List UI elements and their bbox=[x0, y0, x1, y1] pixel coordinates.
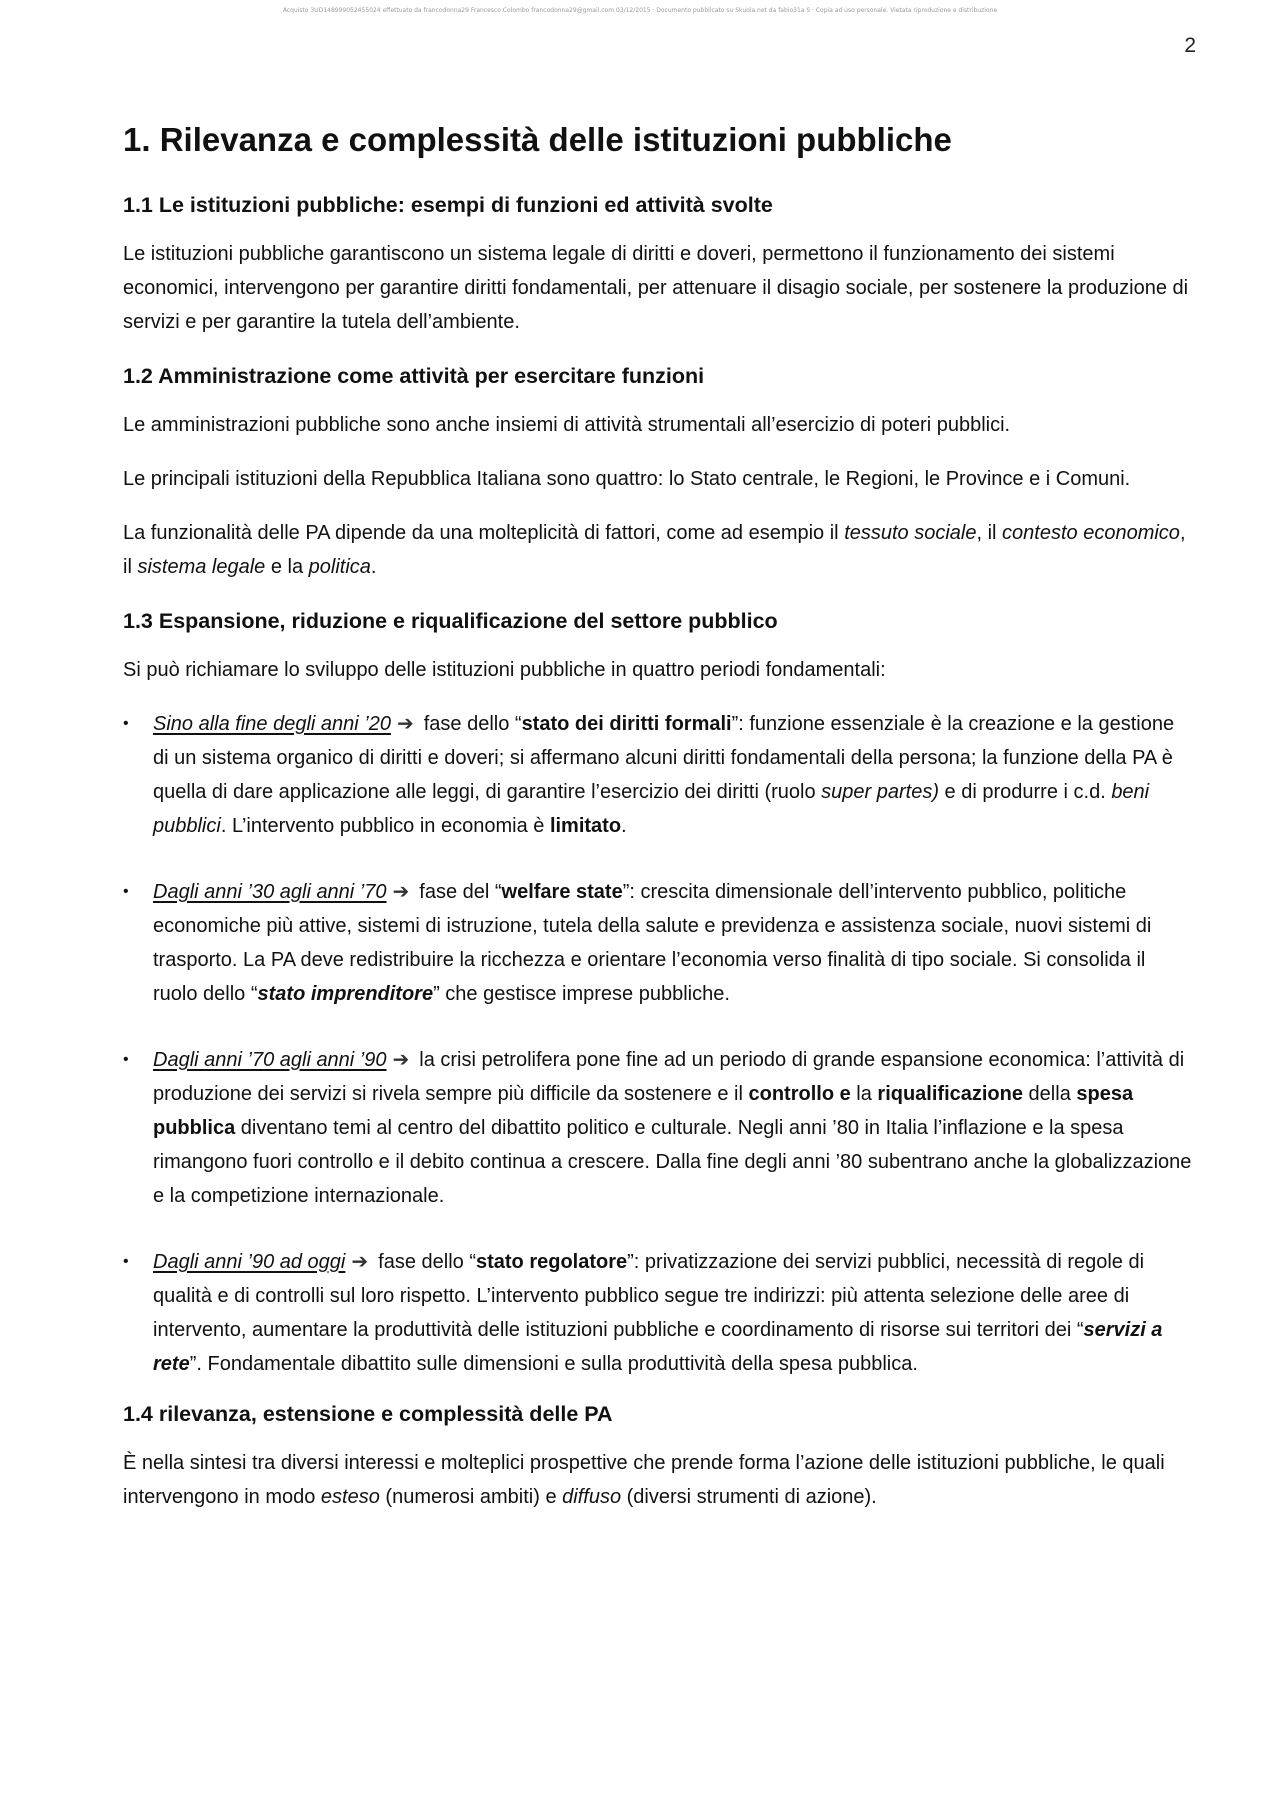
italic-term: beni pubblici bbox=[153, 781, 1150, 837]
text-run: (numerosi ambiti) e bbox=[379, 1486, 563, 1508]
text-run: diventano temi al centro del dibattito politico e culturale. Negli anni ’80 in Italia l’inflazione e la spesa rimangono fuori controllo e il debito continua a crescere. Dalla fine degli anni ’80 subentrano anche la globalizzazione e la competizione internazionale. bbox=[153, 1117, 1192, 1207]
bold-term: stato regolatore bbox=[475, 1251, 628, 1273]
periods-list bbox=[123, 707, 1195, 1381]
period-label: Dagli anni ’30 agli anni ’70 bbox=[153, 881, 387, 903]
bullet-icon: • bbox=[123, 883, 129, 900]
text-run: la crisi petrolifera pone fine ad un periodo di grande espansione economica: l’attività di produzione dei servizi si rivela sempre più difficile da sostenere e il bbox=[153, 1049, 1185, 1105]
text-run: fase del “ bbox=[419, 881, 502, 903]
chapter-title: 1. Rilevanza e complessità delle istituzioni pubbliche bbox=[123, 121, 952, 158]
italic-term: tessuto sociale bbox=[844, 522, 977, 544]
text-run: ”: funzione essenziale è la creazione e la gestione di un sistema organico di diritti e doveri; si affermano alcuni diritti fondamentali della persona; la funzione della PA è quella di dare applicazione alle leggi, di garantire l’esercizio dei diritti (ruolo bbox=[153, 713, 1175, 803]
italic-term: diffuso bbox=[562, 1486, 622, 1508]
bold-italic-term: servizi a rete bbox=[153, 1319, 1163, 1375]
text-run: ”: privatizzazione dei servizi pubblici, necessità di regole di qualità e di controlli sul loro rispetto. L’intervento pubblico segue tre indirizzi: più attenta selezione delle aree di intervento, aumentare la produttività delle istituzioni pubbliche e coordinamento di risorse sui territori dei “ bbox=[153, 1251, 1145, 1341]
text-run: ” che gestisce imprese pubbliche. bbox=[433, 983, 730, 1005]
section-1-3-intro: Si può richiamare lo sviluppo delle istituzioni pubbliche in quattro periodi fondamentali: bbox=[123, 659, 886, 681]
section-heading-1-3: 1.3 Espansione, riduzione e riqualificazione del settore pubblico bbox=[123, 609, 778, 633]
bold-term: riqualificazione bbox=[877, 1083, 1023, 1105]
text-run: e di produrre i c.d. bbox=[939, 781, 1112, 803]
text-run: ”. Fondamentale dibattito sulle dimensioni e sulla produttività della spesa pubblica. bbox=[189, 1353, 918, 1375]
bold-term: spesa pubblica bbox=[153, 1083, 1134, 1139]
text-run: la bbox=[850, 1083, 878, 1105]
bold-term: stato dei diritti formali bbox=[521, 713, 732, 735]
text-run: fase dello “ bbox=[378, 1251, 476, 1273]
bold-italic-term: stato imprenditore bbox=[257, 983, 434, 1005]
period-label: Dagli anni ’70 agli anni ’90 bbox=[153, 1049, 387, 1071]
document-body bbox=[123, 118, 1195, 1534]
text-run: , il bbox=[976, 522, 1003, 544]
text-run: (diversi strumenti di azione). bbox=[621, 1486, 877, 1508]
section-1-2-paragraph-3 bbox=[123, 516, 1195, 584]
text-run: . bbox=[370, 556, 377, 578]
text-run: , il bbox=[123, 522, 1186, 578]
italic-term: politica bbox=[308, 556, 371, 578]
bullet-icon: • bbox=[123, 1051, 129, 1068]
watermark-text: Acquisto 3UD148999052455024 effettuato da francodonna29 Francesco Colombo francodonna29@gmail.com 03/12/2015 · Documento pubblicato su Skuola.net da fabio31a S · Copia ad uso personale. Vietata riproduzione e distribuzione bbox=[282, 7, 998, 14]
italic-term: super partes) bbox=[821, 781, 939, 803]
period-label: Sino alla fine degli anni ’20 bbox=[153, 713, 391, 735]
section-1-4-paragraph bbox=[123, 1446, 1195, 1514]
arrow-right-icon: ➔ bbox=[351, 1251, 369, 1273]
section-1-2-paragraph-1: Le amministrazioni pubbliche sono anche insiemi di attività strumentali all’esercizio di poteri pubblici. bbox=[123, 414, 1011, 436]
text-run: e la bbox=[265, 556, 309, 578]
list-item bbox=[123, 707, 1195, 843]
bullet-icon: • bbox=[123, 715, 129, 732]
text-run: ”: crescita dimensionale dell’intervento pubblico, politiche economiche più attive, sistemi di istruzione, tutela della salute e previdenza e assistenza sociale, nuovi sistemi di trasporto. La PA deve redistribuire la ricchezza e orientare l’economia verso finalità di tipo sociale. Si consolida il ruolo dello “ bbox=[153, 881, 1152, 1005]
italic-term: esteso bbox=[320, 1486, 380, 1508]
italic-term: contesto economico bbox=[1002, 522, 1180, 544]
section-1-2-paragraph-2: Le principali istituzioni della Repubblica Italiana sono quattro: lo Stato centrale, le Regioni, le Province e i Comuni. bbox=[123, 468, 1131, 490]
text-run: La funzionalità delle PA dipende da una molteplicità di fattori, come ad esempio il bbox=[123, 522, 845, 544]
bold-term: controllo e bbox=[748, 1083, 851, 1105]
list-item bbox=[123, 875, 1195, 1011]
bold-term: limitato bbox=[549, 815, 622, 837]
list-item bbox=[123, 1043, 1195, 1213]
arrow-right-icon: ➔ bbox=[392, 881, 410, 903]
text-run: È nella sintesi tra diversi interessi e molteplici prospettive che prende forma l’azione delle istituzioni pubbliche, le quali intervengono in modo bbox=[123, 1452, 1165, 1508]
section-1-1-paragraph: Le istituzioni pubbliche garantiscono un sistema legale di diritti e doveri, permettono il funzionamento dei sistemi economici, intervengono per garantire diritti fondamentali, per attenuare il disagio sociale, per sostenere la produzione di servizi e per garantire la tutela dell’ambiente. bbox=[123, 243, 1189, 333]
italic-term: sistema legale bbox=[137, 556, 266, 578]
bold-term: welfare state bbox=[501, 881, 623, 903]
arrow-right-icon: ➔ bbox=[396, 713, 414, 735]
period-label: Dagli anni ’90 ad oggi bbox=[153, 1251, 346, 1273]
bullet-icon: • bbox=[123, 1253, 129, 1270]
section-heading-1-4: 1.4 rilevanza, estensione e complessità delle PA bbox=[123, 1402, 613, 1426]
page-number: 2 bbox=[1184, 34, 1196, 57]
text-run: della bbox=[1023, 1083, 1077, 1105]
text-run: . L’intervento pubblico in economia è bbox=[220, 815, 550, 837]
text-run: fase dello “ bbox=[423, 713, 522, 735]
arrow-right-icon: ➔ bbox=[392, 1049, 410, 1071]
section-heading-1-2: 1.2 Amministrazione come attività per esercitare funzioni bbox=[123, 364, 705, 388]
text-run: . bbox=[621, 815, 627, 837]
section-heading-1-1: 1.1 Le istituzioni pubbliche: esempi di funzioni ed attività svolte bbox=[123, 193, 773, 217]
list-item bbox=[123, 1245, 1195, 1381]
